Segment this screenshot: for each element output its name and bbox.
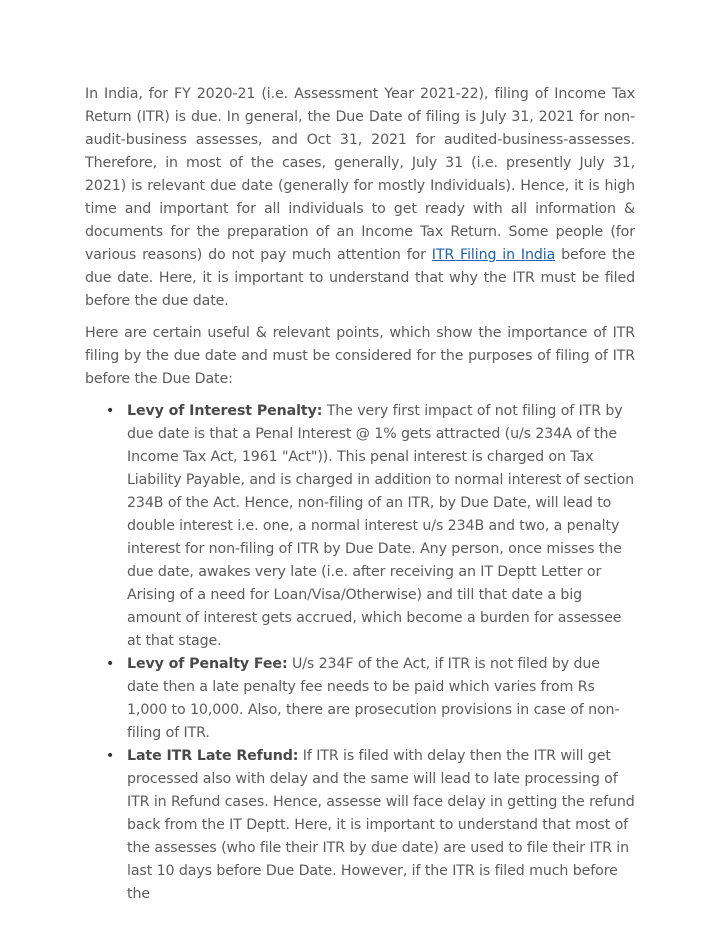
list-item xyxy=(85,653,635,745)
document-body xyxy=(85,83,635,906)
point-term: Levy of Interest Penalty: xyxy=(127,403,323,419)
points-list xyxy=(85,400,635,906)
bullet-icon: • xyxy=(106,748,115,764)
bullet-icon: • xyxy=(106,403,115,419)
point-text: U/s 234F of the Act, if ITR is not filed by due date then a late penalty fee needs to be paid which varies from Rs 1,000 to 10,000. Also, there are prosecution provisions in case of non-filing of ITR. xyxy=(127,656,620,741)
point-text: The very first impact of not filing of ITR by due date is that a Penal Interest @ 1% gets attracted (u/s 234A of the Income Tax Act, 1961 "Act")). This penal interest is charged on Tax Liability Payable, and is charged in addition to normal interest of section 234B of the Act. Hence, non-filing of an ITR, by Due Date, will lead to double interest i.e. one, a normal interest u/s 234B and two, a penalty interest for non-filing of ITR by Due Date. Any person, once misses the due date, awakes very late (i.e. after receiving an IT Deptt Letter or Arising of a need for Loan/Visa/Otherwise) and till that date a big amount of interest gets accrued, which become a burden for assessee at that stage. xyxy=(127,403,635,649)
intro-paragraph xyxy=(85,83,635,313)
point-text: If ITR is filed with delay then the ITR will get processed also with delay and the same will lead to late processing of ITR in Refund cases. Hence, assesse will face delay in getting the refund back from the IT Deptt. Here, it is important to understand that most of the assesses (who file their ITR by due date) are used to file their ITR in last 10 days before Due Date. However, if the ITR is filed much before the xyxy=(127,748,635,902)
point-term: Levy of Penalty Fee: xyxy=(127,656,288,672)
intro-text-before-link: In India, for FY 2020-21 (i.e. Assessment Year 2021-22), filing of Income Tax Return (ITR) is due. In general, the Due Date of filing is July 31, 2021 for non-audit-business assesses, and Oct 31, 2021 for audited-business-assesses. Therefore, in most of the cases, generally, July 31 (i.e. presently July 31, 2021) is relevant due date (generally for mostly Individuals). Hence, it is high time and important for all individuals to get ready with all information & documents for the preparation of an Income Tax Return. Some people (for various reasons) do not pay much attention for xyxy=(85,86,635,263)
list-item xyxy=(85,745,635,906)
itr-filing-in-india-link[interactable]: ITR Filing in India xyxy=(431,247,556,263)
point-term: Late ITR Late Refund: xyxy=(127,748,299,764)
list-item xyxy=(85,400,635,653)
intro-text-after-link: before the due date. Here, it is important to understand that why the ITR must be filed before the due date. xyxy=(85,247,635,309)
lead-paragraph: Here are certain useful & relevant points, which show the importance of ITR filing by the due date and must be considered for the purposes of filing of ITR before the Due Date: xyxy=(85,325,635,387)
bullet-icon: • xyxy=(106,656,115,672)
